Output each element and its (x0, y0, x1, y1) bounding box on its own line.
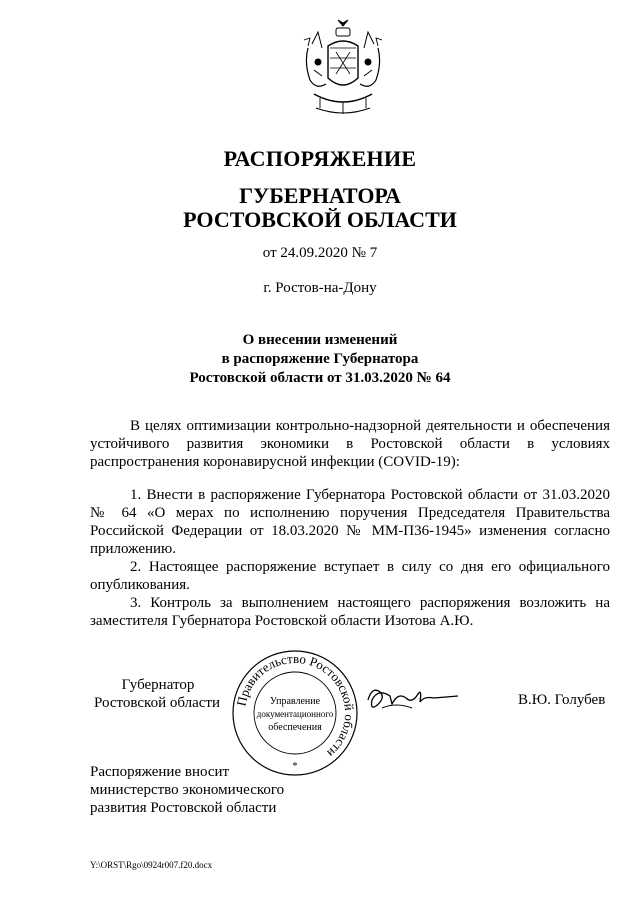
handwritten-signature (362, 678, 462, 718)
official-stamp (230, 648, 360, 778)
document-type: РАСПОРЯЖЕНИЕ (223, 146, 417, 171)
stamp-inner-line-3: обеспечения (268, 722, 322, 733)
position-line-1: Губернатор (121, 677, 195, 693)
position-line-2: Ростовской области (94, 695, 220, 711)
subject-line-1: О внесении изменений (242, 332, 398, 348)
items-block (90, 486, 610, 630)
stamp-inner-line-1: Управление (269, 696, 321, 707)
subject-line-3: Ростовской области от 31.03.2020 № 64 (189, 370, 451, 386)
file-path: Y:\ORST\Rgo\0924r007.f20.docx (90, 860, 213, 870)
submitted-line-1: Распоряжение вносит (90, 764, 230, 780)
subject-line-2: в распоряжение Губернатора (221, 351, 419, 367)
item-2: 2. Настоящее распоряжение вступает в силу со дня его официального опубликования. (90, 559, 610, 593)
submitted-by (90, 763, 284, 817)
date-number: от 24.09.2020 № 7 (262, 245, 378, 261)
signatory-name: В.Ю. Голубев (518, 692, 606, 708)
stamp-inner-line-2: документационного (256, 709, 334, 719)
place: г. Ростов-на-Дону (263, 280, 377, 296)
signatory-position (80, 676, 220, 712)
coat-of-arms-emblem (300, 18, 386, 118)
preamble-text: В целях оптимизации контрольно-надзорной деятельности и обеспечения устойчивого развития экономики в Ростовской области в условиях распространения коронавирусной инфекции (COVID-19): (90, 418, 610, 470)
issuer-line-2: РОСТОВСКОЙ ОБЛАСТИ (183, 207, 457, 232)
item-3: 3. Контроль за выполнением настоящего распоряжения возложить на заместителя Губернатора Ростовской области Изотова А.Ю. (90, 595, 610, 629)
svg-text:*: * (292, 761, 298, 772)
item-1: 1. Внести в распоряжение Губернатора Ростовской области от 31.03.2020 № 64 «О мерах по исполнению поручения Председателя Правительства Российской Федерации от 18.03.2020 № ММ-П36-1945» изменения согласно приложению. (90, 487, 610, 557)
issuer-line-1: ГУБЕРНАТОРА (239, 183, 401, 208)
preamble-paragraph (90, 417, 610, 471)
submitted-line-2: министерство экономического (90, 782, 285, 798)
stamp-outer-text: Правительство Ростовской области (233, 650, 358, 761)
submitted-line-3: развития Ростовской области (90, 800, 277, 816)
